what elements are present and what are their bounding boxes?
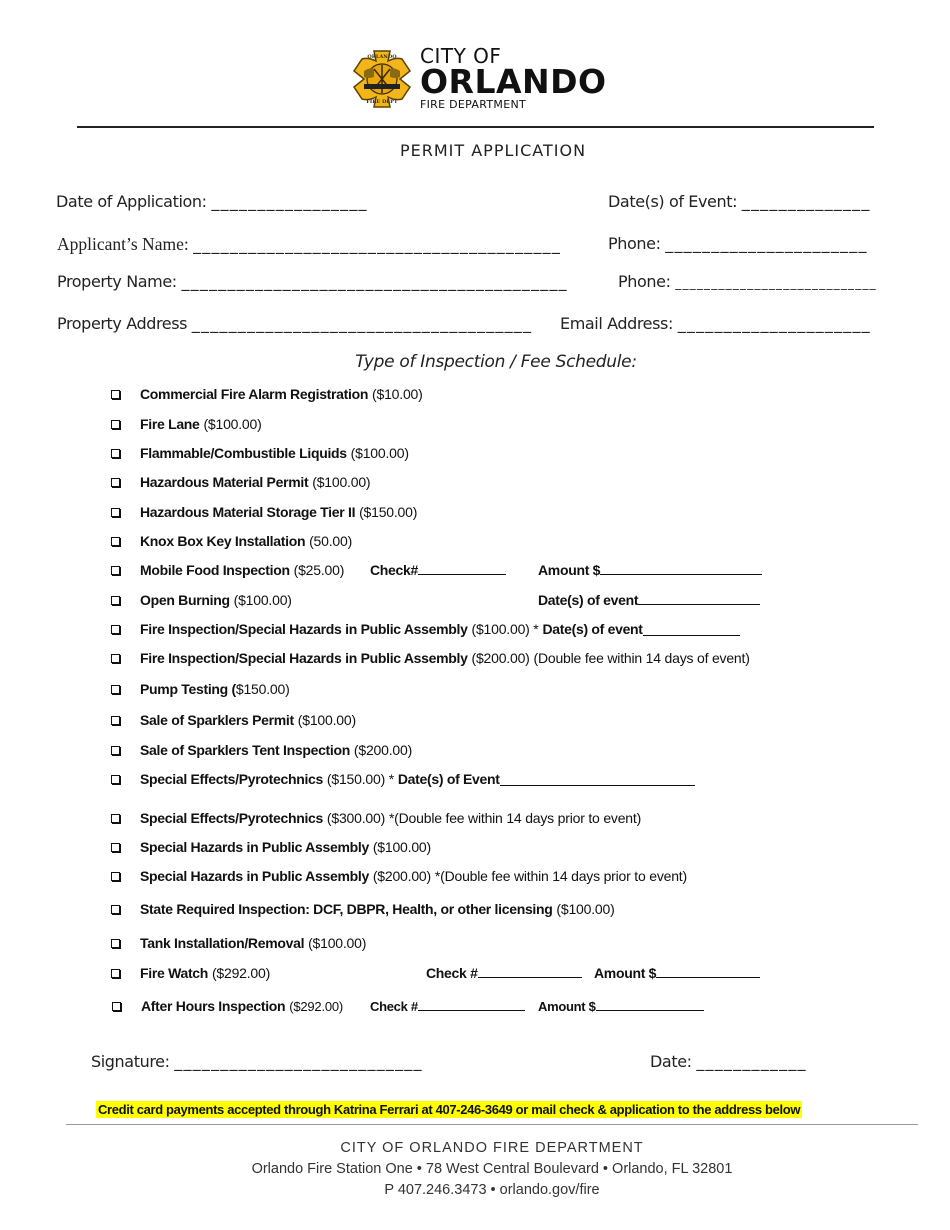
inspection-note: *(Double fee within 14 days prior to event) — [434, 868, 687, 884]
inspection-fee: ($100.00) — [556, 901, 615, 917]
inspection-fee: ($25.00) — [293, 562, 345, 578]
fire-watch-check-field[interactable] — [426, 965, 582, 981]
checkbox-icon[interactable] — [111, 478, 120, 487]
inspection-fee: ($100.00) — [312, 474, 371, 490]
inspection-option[interactable] — [111, 868, 687, 884]
property-name-label: Property Name: — [57, 272, 177, 291]
inspection-fee: ($100.00) — [308, 935, 367, 951]
inspection-name: Fire Inspection/Special Hazards in Public Assembly — [140, 650, 468, 666]
applicant-name-field[interactable] — [57, 234, 561, 255]
checkbox-icon[interactable] — [111, 449, 120, 458]
inspection-fee: ($200.00) — [372, 868, 431, 884]
email-address-label: Email Address: — [560, 314, 673, 333]
inspection-option[interactable] — [111, 712, 356, 728]
inspection-fee: ($200.00) — [471, 650, 530, 666]
inspection-name: Fire Watch — [140, 965, 209, 981]
inspection-name: Fire Inspection/Special Hazards in Public Assembly — [140, 621, 468, 637]
dates-of-event-input[interactable]: ______________ — [741, 192, 871, 211]
inspection-note: (Double fee within 14 days of event) — [533, 650, 750, 666]
event-date-label: Date(s) of Event — [397, 771, 500, 787]
checkbox-icon[interactable] — [111, 716, 120, 725]
inspection-name: Special Hazards in Public Assembly — [140, 868, 369, 884]
check-number-input[interactable] — [478, 965, 582, 978]
inspection-option[interactable] — [111, 562, 344, 578]
logo-fire-department: FIRE DEPARTMENT — [420, 98, 526, 111]
inspection-option[interactable] — [111, 386, 423, 402]
inspection-option[interactable] — [111, 504, 417, 520]
signature-input[interactable]: ___________________________ — [174, 1052, 423, 1071]
inspection-option[interactable] — [111, 810, 641, 826]
checkbox-icon[interactable] — [111, 746, 120, 755]
header-divider — [77, 126, 874, 128]
inspection-fee: ($100.00) * — [471, 621, 539, 637]
phone-field-1[interactable] — [608, 234, 868, 253]
inspection-option[interactable] — [111, 445, 409, 461]
signature-field[interactable] — [91, 1052, 423, 1071]
checkbox-icon[interactable] — [111, 969, 120, 978]
inspection-name: Knox Box Key Installation — [140, 533, 306, 549]
checkbox-icon[interactable] — [111, 843, 120, 852]
signature-label: Signature: — [91, 1052, 170, 1071]
checkbox-icon[interactable] — [111, 814, 120, 823]
amount-input[interactable] — [656, 965, 760, 978]
open-burning-date-field[interactable] — [538, 592, 760, 608]
checkbox-icon[interactable] — [111, 872, 120, 881]
maltese-cross-icon — [352, 49, 412, 109]
signature-date-label: Date: — [650, 1052, 692, 1071]
check-number-label: Check # — [426, 965, 478, 981]
inspection-option[interactable] — [111, 901, 615, 917]
inspection-fee: ($150.00) — [359, 504, 418, 520]
checkbox-icon[interactable] — [111, 939, 120, 948]
footer-address: Orlando Fire Station One • 78 West Central Boulevard • Orlando, FL 32801 — [251, 1161, 733, 1177]
inspection-option[interactable] — [111, 839, 431, 855]
checkbox-icon[interactable] — [111, 420, 120, 429]
checkbox-icon[interactable] — [111, 537, 120, 546]
check-number-input[interactable] — [418, 562, 506, 575]
date-of-application-input[interactable]: _________________ — [211, 192, 368, 211]
email-address-field[interactable] — [560, 314, 871, 333]
inspection-name: Special Effects/Pyrotechnics — [140, 771, 324, 787]
inspection-fee: ($100.00) — [297, 712, 356, 728]
inspection-name: Commercial Fire Alarm Registration — [140, 386, 369, 402]
inspection-option[interactable] — [111, 965, 270, 981]
inspection-fee: ($200.00) — [353, 742, 413, 758]
inspection-fee: $150.00) — [235, 681, 290, 697]
inspection-name: Pump Testing ( — [140, 681, 236, 697]
inspection-option[interactable] — [111, 650, 750, 666]
inspection-note: *(Double fee within 14 days prior to event) — [388, 810, 642, 826]
fire-department-badge-logo — [352, 49, 412, 109]
inspection-fee: ($300.00) — [326, 810, 386, 826]
inspection-fee: ($292.00) — [289, 998, 344, 1014]
checkbox-icon[interactable] — [111, 685, 120, 694]
applicant-name-input[interactable]: ________________________________________ — [193, 235, 562, 254]
footer-organization: CITY OF ORLANDO FIRE DEPARTMENT — [340, 1140, 644, 1156]
date-of-application-label: Date of Application: — [56, 192, 207, 211]
applicant-name-label: Applicant’s Name: — [57, 234, 189, 254]
city-logo-wordmark — [420, 46, 607, 112]
checkbox-icon[interactable] — [111, 905, 120, 914]
amount-label: Amount $ — [538, 999, 596, 1014]
footer-divider — [66, 1124, 918, 1125]
inspection-option[interactable] — [111, 681, 290, 697]
checkbox-icon[interactable] — [111, 566, 120, 575]
fee-schedule-title: Type of Inspection / Fee Schedule: — [355, 352, 637, 372]
inspection-option[interactable] — [111, 935, 366, 951]
event-date-label: Date(s) of event — [538, 592, 639, 608]
checkbox-icon[interactable] — [111, 508, 120, 517]
event-date-label: Date(s) of event — [542, 621, 643, 637]
inspection-option[interactable] — [111, 592, 292, 608]
inspection-option[interactable] — [112, 998, 343, 1014]
inspection-name: State Required Inspection: DCF, DBPR, Health, or other licensing — [140, 901, 553, 917]
svg-text:FIRE DEPT: FIRE DEPT — [366, 99, 398, 105]
phone-label-2: Phone: — [618, 272, 671, 291]
property-name-field[interactable] — [57, 272, 568, 291]
event-date-input[interactable] — [638, 592, 760, 605]
checkbox-icon[interactable] — [111, 775, 120, 784]
logo-city-of: CITY OF — [420, 44, 502, 68]
inspection-name: Hazardous Material Permit — [140, 474, 309, 490]
inspection-name: Mobile Food Inspection — [140, 562, 290, 578]
inspection-fee: ($10.00) — [372, 386, 423, 402]
email-address-input[interactable]: _____________________ — [677, 314, 871, 333]
phone-field-2[interactable] — [618, 272, 877, 291]
check-number-label: Check # — [370, 999, 418, 1014]
after-hours-check-field[interactable] — [370, 998, 525, 1014]
inspection-option[interactable] — [111, 742, 412, 758]
signature-date-field[interactable] — [650, 1052, 807, 1071]
inspection-option[interactable] — [111, 621, 740, 637]
page-title: PERMIT APPLICATION — [399, 141, 587, 160]
dates-of-event-label: Date(s) of Event: — [608, 192, 738, 211]
checkbox-icon[interactable] — [112, 1002, 121, 1011]
property-address-input[interactable]: _____________________________________ — [191, 314, 533, 333]
check-number-input[interactable] — [418, 998, 525, 1011]
event-date-input[interactable] — [643, 623, 740, 636]
date-of-application-field[interactable] — [56, 192, 368, 211]
fire-watch-amount-field[interactable] — [594, 965, 760, 981]
inspection-name: After Hours Inspection — [141, 998, 286, 1014]
inspection-fee: ($100.00) — [203, 416, 262, 432]
property-address-label: Property Address — [57, 314, 188, 333]
inspection-fee: ($100.00) — [372, 839, 431, 855]
inspection-name: Flammable/Combustible Liquids — [140, 445, 347, 461]
signature-date-input[interactable]: ____________ — [696, 1052, 807, 1071]
inspection-option[interactable] — [111, 533, 352, 549]
inspection-fee: ($100.00) — [233, 592, 292, 608]
svg-text:ORLANDO: ORLANDO — [367, 54, 397, 60]
inspection-name: Sale of Sparklers Permit — [140, 712, 294, 728]
amount-label: Amount $ — [594, 965, 657, 981]
event-date-input[interactable] — [500, 773, 695, 786]
dates-of-event-field[interactable] — [608, 192, 871, 211]
inspection-name: Sale of Sparklers Tent Inspection — [140, 742, 351, 758]
inspection-name: Special Effects/Pyrotechnics — [140, 810, 324, 826]
logo-orlando: ORLANDO — [420, 62, 607, 101]
phone-input-2[interactable]: ____________________________ — [675, 276, 877, 290]
check-number-label: Check# — [370, 562, 419, 578]
amount-label: Amount $ — [538, 562, 601, 578]
inspection-option[interactable] — [111, 771, 695, 787]
payment-notice: Credit card payments accepted through Katrina Ferrari at 407-246-3649 or mail check & application to the address below — [98, 1102, 801, 1117]
amount-input[interactable] — [600, 562, 762, 575]
inspection-name: Tank Installation/Removal — [140, 935, 305, 951]
inspection-name: Special Hazards in Public Assembly — [140, 839, 369, 855]
inspection-fee: ($150.00) * — [326, 771, 394, 787]
checkbox-icon[interactable] — [111, 596, 120, 605]
property-address-field[interactable] — [57, 314, 532, 333]
mobile-food-check-field[interactable] — [370, 562, 506, 578]
phone-input-1[interactable]: ______________________ — [665, 234, 868, 253]
inspection-option[interactable] — [111, 416, 262, 432]
inspection-fee: (50.00) — [309, 533, 353, 549]
inspection-name: Fire Lane — [140, 416, 200, 432]
inspection-fee: ($292.00) — [211, 965, 271, 981]
amount-input[interactable] — [596, 998, 704, 1011]
inspection-fee: ($100.00) — [350, 445, 409, 461]
checkbox-icon[interactable] — [111, 390, 120, 399]
mobile-food-amount-field[interactable] — [538, 562, 762, 578]
checkbox-icon[interactable] — [111, 625, 120, 634]
property-name-input[interactable]: __________________________________________ — [181, 272, 568, 291]
checkbox-icon[interactable] — [111, 654, 120, 663]
after-hours-amount-field[interactable] — [538, 998, 704, 1014]
inspection-option[interactable] — [111, 474, 370, 490]
phone-label-1: Phone: — [608, 234, 661, 253]
footer-contact: P 407.246.3473 • orlando.gov/fire — [384, 1182, 600, 1198]
inspection-name: Open Burning — [140, 592, 230, 608]
inspection-name: Hazardous Material Storage Tier II — [140, 504, 356, 520]
